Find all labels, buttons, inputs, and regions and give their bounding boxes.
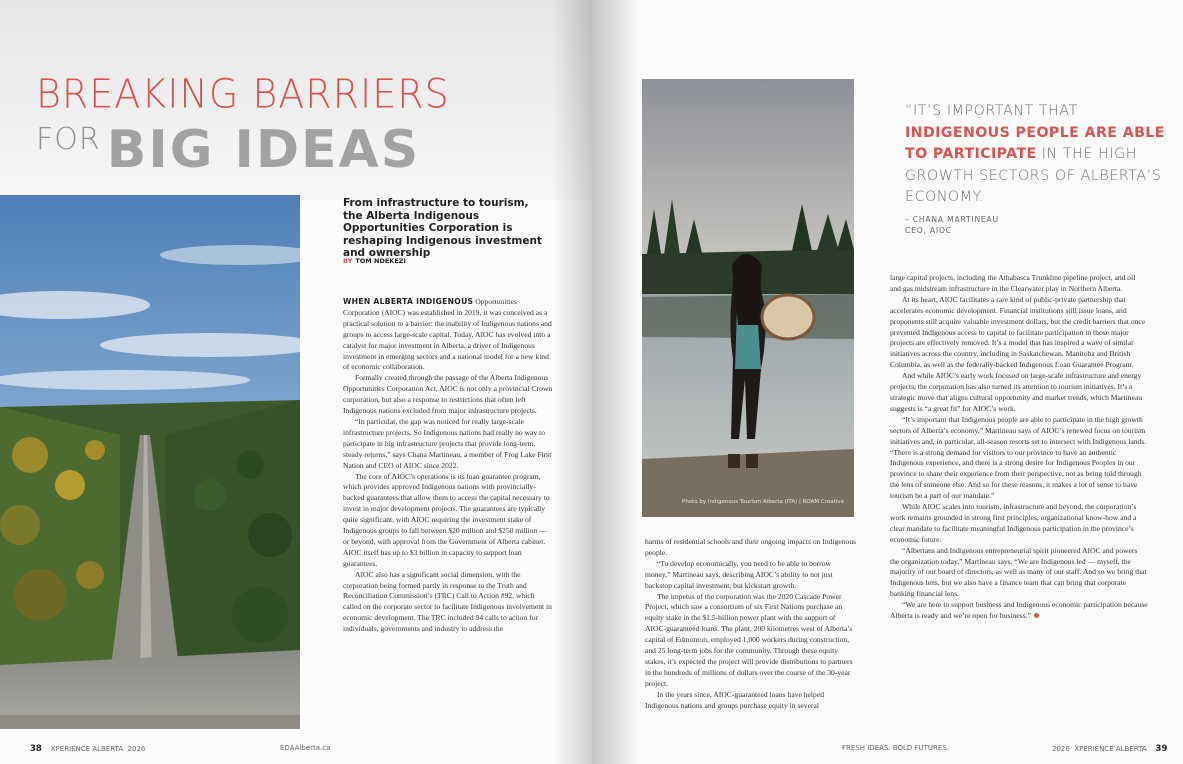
right-body-column-2 [890, 273, 1148, 735]
body-paragraph: AIOC also has a significant social dimension, with the corporation being formed partly in response to the Truth and Reconciliation Commission’s (TRC) Call to Action #92, which called on the corporate sector to facilitate Indigenous involvement in economic development. The TRC included 94 calls to action for individuals, governments and industry to address the [343, 569, 552, 634]
pull-quote-part-1: “IT’S IMPORTANT THAT [905, 103, 1078, 119]
issue-year: 2026 [1052, 745, 1070, 753]
body-paragraph: While AIOC scales into tourism, infrastructure and beyond, the corporation’s work remains grounded in strong first principles, organizational know-how and a clear mandate to facilitate meaningful Indigenous participation in the province’s economic future. [890, 502, 1137, 544]
road-forest-photo [0, 195, 300, 729]
body-paragraph: Formally created through the passage of the Alberta Indigenous Opportunities Corporation Act, AIOC is not only a provincial Crown corporation, but also a response to restrictions that often left Indigenous nations excluded from major infrastructure projects. [343, 373, 553, 416]
page-number-left: 38 [30, 744, 42, 754]
pull-quote [905, 101, 1165, 209]
page-number-right: 39 [1155, 744, 1168, 754]
issue-year: 2026 [127, 745, 146, 753]
body-paragraph: In the years since, AIOC-guaranteed loans have helped Indigenous nations and groups purchase equity in several [645, 689, 824, 710]
body-paragraph: And while AIOC’s early work focused on large-scale infrastructure and energy projects, the corporation has also turned its attention to tourism initiatives. It’s a strategic move that aligns cultural opportunity and market trends, which Martineau suggests is “a great fit” for AIOC’s work. [890, 371, 1142, 413]
body-paragraph: At its heart, AIOC facilitates a rare kind of public-private partnership that accelerates economic development. Financial institutions still issue loans, and proponents still acquire valuable investment dollars, but the credit barriers that once prevented Indigenous access to capital to facilitate participation in those major projects are effectively removed. It’s a model that has inspired a wave of similar initiatives across the country, including in Saskatchewan, Manitoba and British Columbia, as well as the federally-backed Indigenous Loan Guarantee Program. [890, 294, 1146, 370]
headline-line-2 [36, 120, 420, 180]
magazine-name: XPERIENCE ALBERTA [1074, 745, 1147, 753]
headline-big-ideas: BIG IDEAS [106, 120, 421, 180]
drummer-lake-photo [642, 79, 854, 517]
body-paragraph: “In particular, the gap was noticed for really large-scale infrastructure projects. So Indigenous nations had really no way to participate in big infrastructure projects that provide long-term, steady returns,” says Chana Martineau, a member of Frog Lake First Nation and CEO of AIOC since 2022. [343, 416, 552, 470]
left-body-column [343, 297, 553, 737]
lead-in: WHEN ALBERTA INDIGENOUS [343, 297, 474, 306]
attribution-name: – CHANA MARTINEAU [905, 215, 999, 224]
attribution-title: CEO, AIOC [905, 226, 952, 235]
pull-quote-part-2: IN THE HIGH GROWTH SECTORS OF ALBERTA’S ECONOMY. [905, 146, 1162, 205]
left-folio [30, 744, 145, 754]
gutter-shadow [592, 0, 642, 764]
body-paragraph: “It’s important that Indigenous people are able to participate in the high growth sectors of Alberta’s economy,” Martineau says of AIOC’s renewed focus on tourism initiatives and, in particular, all-season resorts set to intersect with Indigenous lands. “There is a strong demand for visitors to our province to have an authentic Indigenous experience, and there is a strong desire for Indigenous Peoples in our province to share their experience from their perspective, not as being told through the lens of someone else. And so for these reasons, it makes a lot of sense to have tourism be a part of our mandate.” [890, 414, 1147, 501]
right-body-column-1 [645, 537, 857, 735]
body-paragraph: “To develop economically, you need to be able to borrow money,” Martineau says, describing AIOC’s ability to not just backstop capital investment, but kickstart growth. [645, 558, 833, 590]
photo-credit: Photo by Indigenous Tourism Alberta (ITA) | ROAM Creative [682, 499, 844, 505]
pull-quote-highlight: INDIGENOUS PEOPLE ARE ABLE TO PARTICIPATE [905, 124, 1165, 162]
website-url[interactable]: EDAAlberta.ca [280, 744, 331, 752]
body-paragraph: The core of AIOC’s operations is its loan guarantee program, which provides approved Indigenous nations with provincially-backed guarantees that allow them to access the capital necessary to invest in major development projects. The guarantees are typically quite significant, with AIOC requiring the investment stake of Indigenous groups to fall between $20 million and $250 million — or beyond, with approval from the Government of Alberta cabinet. AIOC itself has up to $3 billion in capacity to support loan guarantees. [343, 471, 550, 568]
headline-for: FOR [36, 122, 101, 157]
body-paragraph: “Albertans and Indigenous entrepreneurial spirit pioneered AIOC and powers the organization today,” Martineau says. “We are Indigenous led — myself, the majority of our board of directors, as well as many of our staff. And so we bring that Indigenous lens, but we also have a finance team that can bring that corporate banking financial lens. [890, 545, 1147, 599]
article-deck: From infrastructure to tourism, the Alberta Indigenous Opportunities Corporation is reshaping Indigenous investment and ownership [343, 197, 542, 259]
body-paragraph: The impetus of the corporation was the 2020 Cascade Power Project, which saw a consortium of six First Nations purchase an equity stake in the $1.5-billion power plant with the support of AIOC-guaranteed loans. The plant, 200 kilometres west of Alberta’s capital of Edmonton, employed 1,000 workers during construction, and 25 long-term jobs for the community. Through these equity stakes, it’s expected the project will provide distributions to partners in the hundreds of millions of dollars over the course of the 30-year project. [645, 591, 853, 688]
body-paragraph: harms of residential schools and their ongoing impacts on Indigenous people. [645, 537, 857, 557]
body-paragraph: WHEN ALBERTA INDIGENOUS Opportunities Corporation (AIOC) was established in 2019, it was conceived as a practical solution to a barrier: the inability of Indigenous nations and groups to access large-scale capital. Today, AIOC has evolved into a catalyst for major investment in Alberta, a driver of Indigenous investment in emerging sectors and a national model for a new kind of economic collaboration. [343, 297, 552, 372]
byline-author: TOM NDEKEZI [355, 257, 406, 265]
magazine-name: XPERIENCE ALBERTA [50, 745, 124, 753]
body-paragraph: large capital projects, including the Athabasca Trunkline pipeline project, and oil and gas midstream infrastructure in the Clearwater play in Northern Alberta. [890, 273, 1136, 293]
byline [343, 257, 406, 265]
byline-label: BY [343, 257, 353, 265]
right-folio [1052, 744, 1167, 754]
body-paragraph: “We are here to support business and Indigenous economic participation because Alberta is ready and we’re open for business.” [890, 600, 1148, 621]
headline-line-1: BREAKING BARRIERS [36, 70, 450, 118]
tagline: FRESH IDEAS. BOLD FUTURES. [842, 744, 950, 752]
pull-quote-attribution [905, 214, 999, 236]
article-end-mark [1034, 613, 1039, 618]
right-page [592, 0, 1183, 764]
